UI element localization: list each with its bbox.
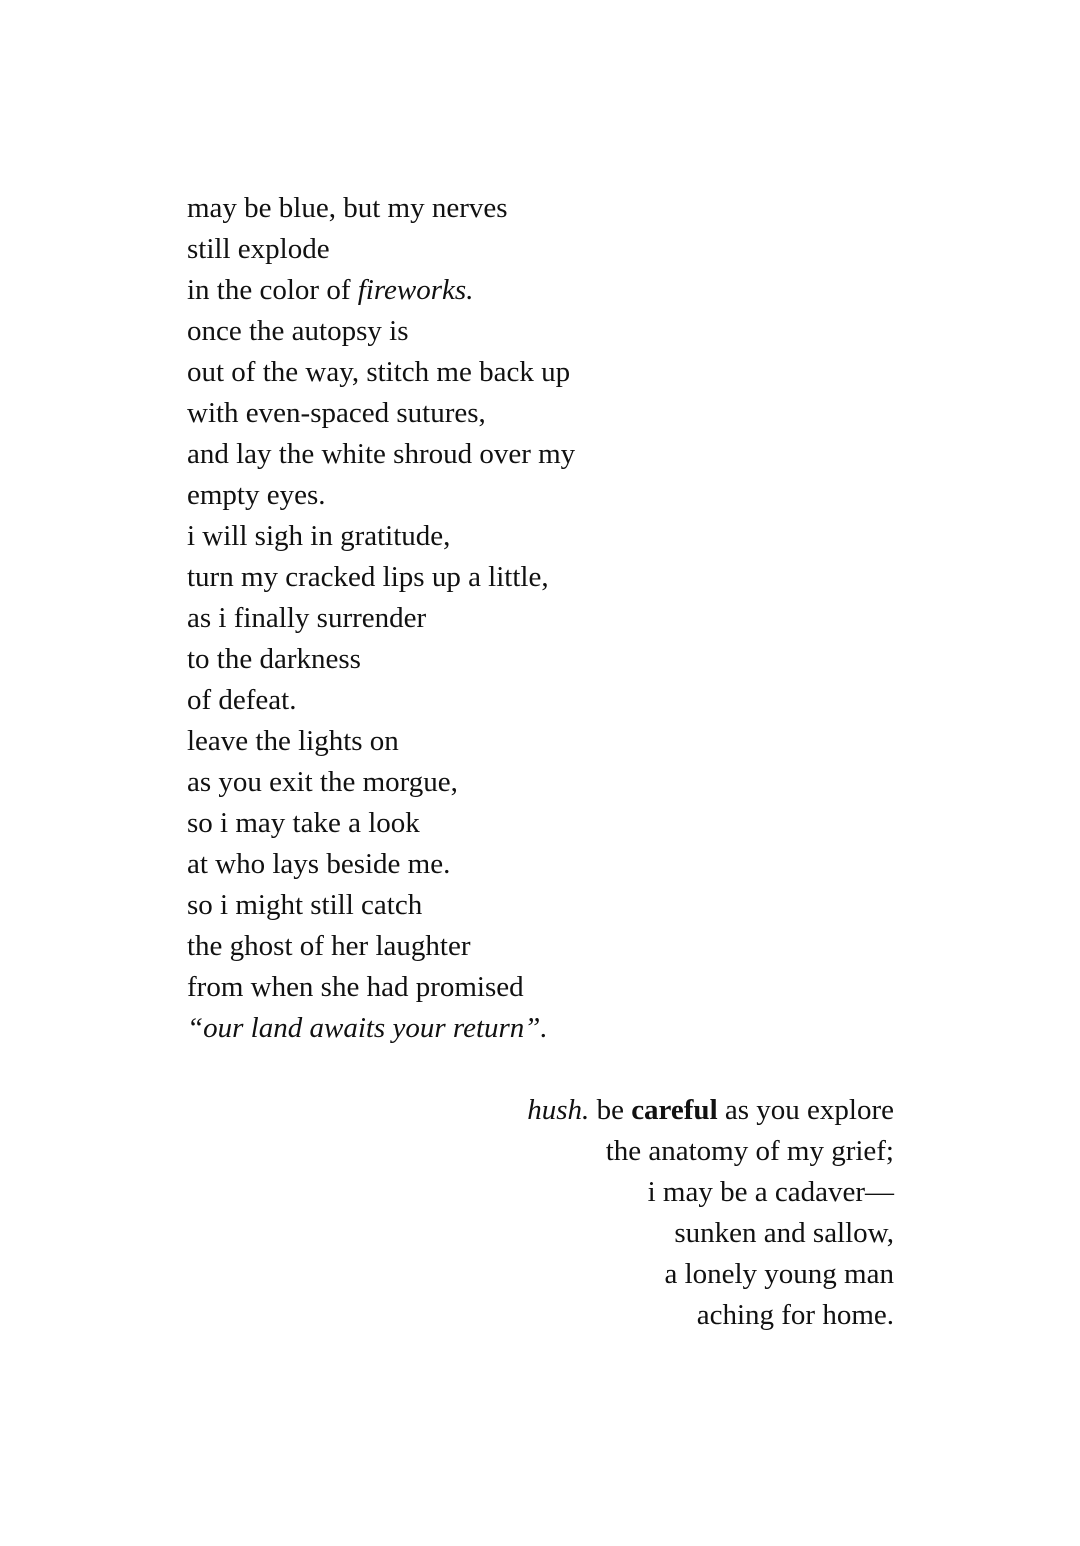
emphasis-fireworks: fireworks. xyxy=(357,274,474,306)
poem-line: i may be a cadaver— xyxy=(647,1176,894,1208)
poem-line-text: in the color of xyxy=(187,274,358,306)
poem-line: as you exit the morgue, xyxy=(187,766,458,798)
poem-line: at who lays beside me. xyxy=(187,848,451,880)
poem-line: still explode xyxy=(187,233,330,265)
poem-line: may be blue, but my nerves xyxy=(187,192,508,224)
poem-line xyxy=(527,1090,894,1131)
poem-line: leave the lights on xyxy=(187,725,399,757)
poem-line-text: as you explore xyxy=(717,1094,894,1126)
emphasis-hush: hush. xyxy=(527,1094,590,1126)
poem-line: so i might still catch xyxy=(187,889,423,921)
poem-line: sunken and sallow, xyxy=(674,1217,894,1249)
poem-line: and lay the white shroud over my xyxy=(187,438,576,470)
emphasis-careful: careful xyxy=(631,1094,718,1126)
poem-line: to the darkness xyxy=(187,643,361,675)
poem-line: turn my cracked lips up a little, xyxy=(187,561,549,593)
poem-line: so i may take a look xyxy=(187,807,420,839)
poem-line: of defeat. xyxy=(187,684,297,716)
poem-line: with even-spaced sutures, xyxy=(187,397,486,429)
poem-line: once the autopsy is xyxy=(187,315,409,347)
poem-line: aching for home. xyxy=(696,1299,894,1331)
quoted-promise: “our land awaits your return”. xyxy=(187,1012,548,1044)
poem-line: as i finally surrender xyxy=(187,602,427,634)
poem-line: from when she had promised xyxy=(187,971,524,1003)
poem-line: empty eyes. xyxy=(187,479,326,511)
poem-line-text: be xyxy=(589,1094,632,1126)
poem-line: out of the way, stitch me back up xyxy=(187,356,571,388)
poem-line: i will sigh in gratitude, xyxy=(187,520,451,552)
stanza-two xyxy=(527,1090,894,1336)
poem-line: the ghost of her laughter xyxy=(187,930,471,962)
poem-line: the anatomy of my grief; xyxy=(605,1135,894,1167)
poem-line xyxy=(187,270,575,311)
poem-line: a lonely young man xyxy=(664,1258,894,1290)
stanza-one xyxy=(187,188,575,1049)
